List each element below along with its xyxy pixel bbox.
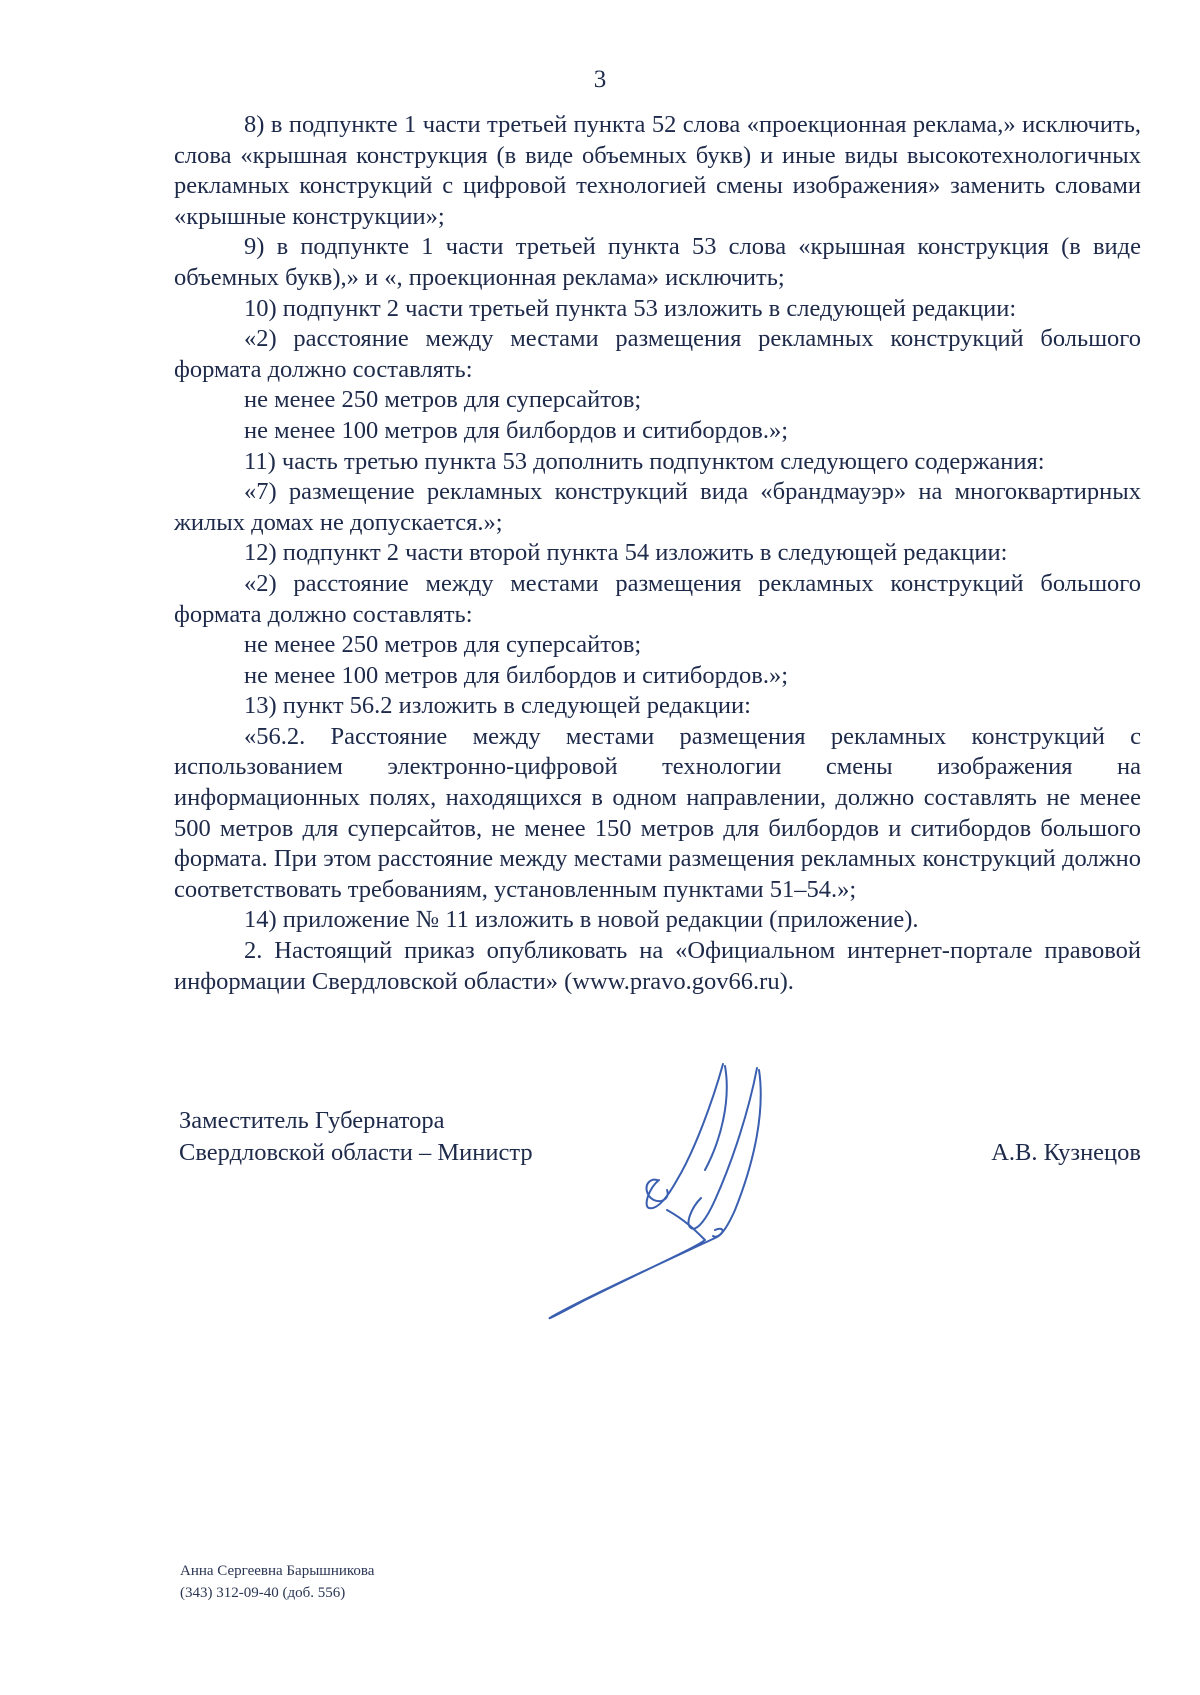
paragraph: не менее 250 метров для суперсайтов; <box>244 631 642 659</box>
paragraph: 12) подпункт 2 части второй пункта 54 изложить в следующей редакции: <box>244 539 1008 567</box>
executor-info <box>180 1560 374 1604</box>
paragraph: не менее 100 метров для билбордов и ситибордов.»; <box>244 661 789 689</box>
paragraph: 9) в подпункте 1 части третьей пункта 53 слова «крышная конструкция (в виде объемных букв),» и «, проекционная реклама» исключить; <box>174 233 1141 291</box>
signatory-position-line-2: Свердловской области – Министр <box>179 1139 533 1166</box>
signatory-position-line-1: Заместитель Губернатора <box>179 1107 445 1134</box>
document-body <box>174 110 1141 997</box>
paragraph: 8) в подпункте 1 части третьей пункта 52 слова «проекционная реклама,» исключить, слова «крышная конструкция (в виде объемных букв) и иные виды высокотехнологичных рекламных конструкций с цифровой технологией смены изображения» заменить словами «крышные конструкции»; <box>174 111 1141 230</box>
signer-name: А.В. Кузнецов <box>991 1139 1141 1166</box>
paragraph: не менее 250 метров для суперсайтов; <box>244 386 642 414</box>
paragraph: «56.2. Расстояние между местами размещения рекламных конструкций с использованием электронно-цифровой технологии смены изображения на информационных полях, находящихся в одном направлении, должно составлять не менее 500 метров для суперсайтов, не менее 150 метров для билбордов и ситибордов большого формата. При этом расстояние между местами размещения рекламных конструкций должно соответствовать требованиям, установленным пунктами 51–54.»; <box>174 722 1141 903</box>
paragraph: 11) часть третью пункта 53 дополнить подпунктом следующего содержания: <box>244 447 1045 475</box>
paragraph: «2) расстояние между местами размещения рекламных конструкций большого формата должно составлять: <box>174 325 1141 383</box>
executor-phone: (343) 312-09-40 (доб. 556) <box>180 1585 346 1601</box>
executor-name: Анна Сергеевна Барышникова <box>180 1563 375 1579</box>
paragraph: «7) размещение рекламных конструкций вида «брандмауэр» на многоквартирных жилых домах не допускается.»; <box>174 478 1141 536</box>
paragraph: 10) подпункт 2 части третьей пункта 53 изложить в следующей редакции: <box>244 294 1017 322</box>
paragraph: 13) пункт 56.2 изложить в следующей редакции: <box>244 692 751 720</box>
handwritten-signature <box>545 1060 825 1330</box>
paragraph: 2. Настоящий приказ опубликовать на «Официальном интернет-портале правовой информации Свердловской области» (www.pravo.gov66.ru). <box>174 937 1141 995</box>
signatory-position <box>179 1105 533 1169</box>
paragraph: не менее 100 метров для билбордов и ситибордов.»; <box>244 416 789 444</box>
paragraph: 14) приложение № 11 изложить в новой редакции (приложение). <box>244 906 919 934</box>
paragraph: «2) расстояние между местами размещения рекламных конструкций большого формата должно составлять: <box>174 569 1141 628</box>
page-number: 3 <box>593 66 607 93</box>
